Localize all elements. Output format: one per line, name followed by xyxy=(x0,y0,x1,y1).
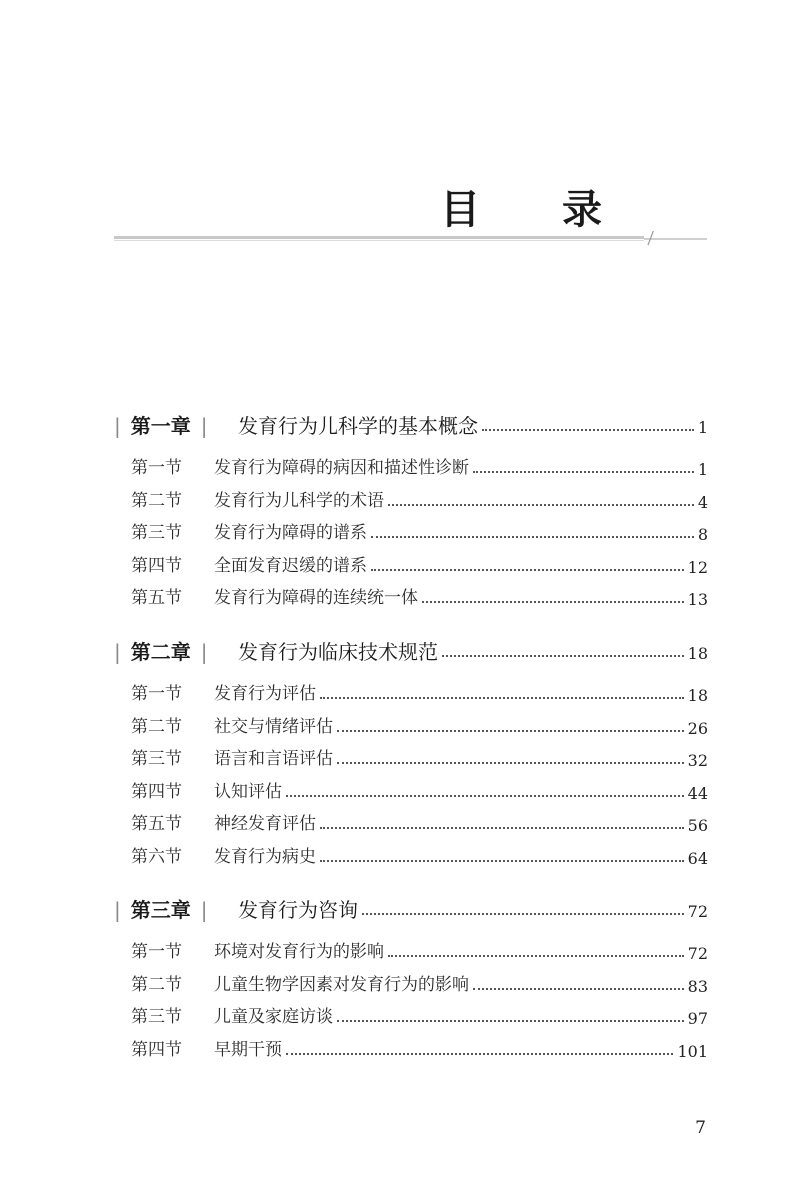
toc-section-entry[interactable] xyxy=(0,970,800,1000)
section-number: 第三节 xyxy=(131,749,182,769)
section-page-number: 4 xyxy=(697,492,708,512)
dot-leader xyxy=(320,860,684,862)
section-number: 第三节 xyxy=(131,1007,182,1027)
section-page-number: 72 xyxy=(687,944,708,963)
toc-section-entry[interactable] xyxy=(0,518,800,548)
dot-leader xyxy=(473,988,684,990)
section-page-number: 8 xyxy=(697,525,708,544)
toc-section-entry[interactable] xyxy=(0,937,800,967)
section-title: 社交与情绪评估 xyxy=(214,716,333,737)
section-page-number: 26 xyxy=(687,718,708,738)
section-title: 儿童及家庭访谈 xyxy=(214,1007,333,1027)
dot-leader xyxy=(337,762,684,764)
separator-bar-icon: | xyxy=(200,898,208,922)
section-page-number: 1 xyxy=(697,460,708,479)
section-title: 发育行为障碍的谱系 xyxy=(214,523,367,543)
page-number: 7 xyxy=(695,1118,706,1138)
toc-section-entry[interactable] xyxy=(0,453,800,483)
toc-section-entry[interactable] xyxy=(0,809,800,839)
section-title: 认知评估 xyxy=(214,781,282,802)
section-page-number: 101 xyxy=(677,1041,708,1061)
section-page-number: 64 xyxy=(687,848,708,868)
toc-section-entry[interactable] xyxy=(0,842,800,872)
dot-leader xyxy=(371,569,684,571)
section-title: 神经发育评估 xyxy=(214,814,316,834)
section-title: 发育行为病史 xyxy=(214,846,316,867)
section-title: 语言和言语评估 xyxy=(214,749,333,769)
section-page-number: 83 xyxy=(687,976,708,996)
section-number: 第二节 xyxy=(131,716,182,737)
section-page-number: 97 xyxy=(687,1009,708,1028)
section-page-number: 32 xyxy=(687,751,708,770)
toc-section-entry[interactable] xyxy=(0,551,800,581)
chapter-number: 第二章 xyxy=(130,640,191,664)
chapter-number: 第一章 xyxy=(130,414,191,438)
chapter-label xyxy=(114,895,208,925)
section-page-number: 18 xyxy=(687,686,708,705)
section-title: 儿童生物学因素对发育行为的影响 xyxy=(214,974,469,995)
section-title: 发育行为障碍的连续统一体 xyxy=(214,588,418,608)
chapter-page-number: 72 xyxy=(687,902,708,921)
toc-section-entry[interactable] xyxy=(0,712,800,742)
toc-section-entry[interactable] xyxy=(0,679,800,709)
separator-bar-icon: | xyxy=(114,898,121,922)
page-title: 目 录 xyxy=(440,187,636,233)
dot-leader xyxy=(473,471,694,473)
chapter-title: 发育行为临床技术规范 xyxy=(238,640,438,664)
chapter-title: 发育行为咨询 xyxy=(238,898,358,922)
dot-leader xyxy=(286,795,684,797)
section-number: 第一节 xyxy=(131,458,182,478)
chapter-page-number: 18 xyxy=(687,644,708,663)
section-page-number: 56 xyxy=(687,816,708,835)
toc-section-entry[interactable] xyxy=(0,744,800,774)
toc-chapter-entry[interactable] xyxy=(0,637,800,667)
toc-section-entry[interactable] xyxy=(0,583,800,613)
dot-leader xyxy=(371,536,694,538)
section-page-number: 44 xyxy=(687,783,708,803)
dot-leader xyxy=(362,913,684,915)
chapter-number: 第三章 xyxy=(130,898,191,922)
section-number: 第三节 xyxy=(131,523,182,543)
dot-leader xyxy=(388,955,684,957)
separator-bar-icon: | xyxy=(200,414,208,438)
section-title: 发育行为儿科学的术语 xyxy=(214,490,384,511)
toc-chapter-entry[interactable] xyxy=(0,411,800,441)
section-title: 发育行为障碍的病因和描述性诊断 xyxy=(214,458,469,478)
section-page-number: 12 xyxy=(687,557,708,577)
separator-bar-icon: | xyxy=(114,640,121,664)
toc-section-entry[interactable] xyxy=(0,486,800,516)
toc-section-entry[interactable] xyxy=(0,1002,800,1032)
section-title: 环境对发育行为的影响 xyxy=(214,942,384,962)
section-title: 发育行为评估 xyxy=(214,684,316,704)
dot-leader xyxy=(337,730,684,732)
section-page-number: 13 xyxy=(687,590,708,609)
chapter-page-number: 1 xyxy=(697,418,708,437)
chapter-title: 发育行为儿科学的基本概念 xyxy=(238,414,478,438)
section-number: 第四节 xyxy=(131,781,182,802)
section-number: 第二节 xyxy=(131,974,182,995)
chapter-label xyxy=(114,637,208,667)
chapter-label xyxy=(114,411,208,441)
section-number: 第一节 xyxy=(131,942,182,962)
separator-bar-icon: | xyxy=(200,640,208,664)
dot-leader xyxy=(320,827,684,829)
dot-leader xyxy=(320,697,684,699)
dot-leader xyxy=(442,655,684,657)
dot-leader xyxy=(422,601,684,603)
section-number: 第五节 xyxy=(131,814,182,834)
dot-leader xyxy=(388,504,694,506)
section-number: 第四节 xyxy=(131,555,182,576)
dot-leader xyxy=(482,429,694,431)
toc-section-entry[interactable] xyxy=(0,777,800,807)
dot-leader xyxy=(286,1053,673,1055)
section-number: 第五节 xyxy=(131,588,182,608)
section-title: 早期干预 xyxy=(214,1039,282,1060)
section-title: 全面发育迟缓的谱系 xyxy=(214,555,367,576)
section-number: 第四节 xyxy=(131,1039,182,1060)
section-number: 第一节 xyxy=(131,684,182,704)
dot-leader xyxy=(337,1020,684,1022)
separator-bar-icon: | xyxy=(114,414,121,438)
section-number: 第六节 xyxy=(131,846,182,867)
toc-chapter-entry[interactable] xyxy=(0,895,800,925)
toc-section-entry[interactable] xyxy=(0,1035,800,1065)
section-number: 第二节 xyxy=(131,490,182,511)
